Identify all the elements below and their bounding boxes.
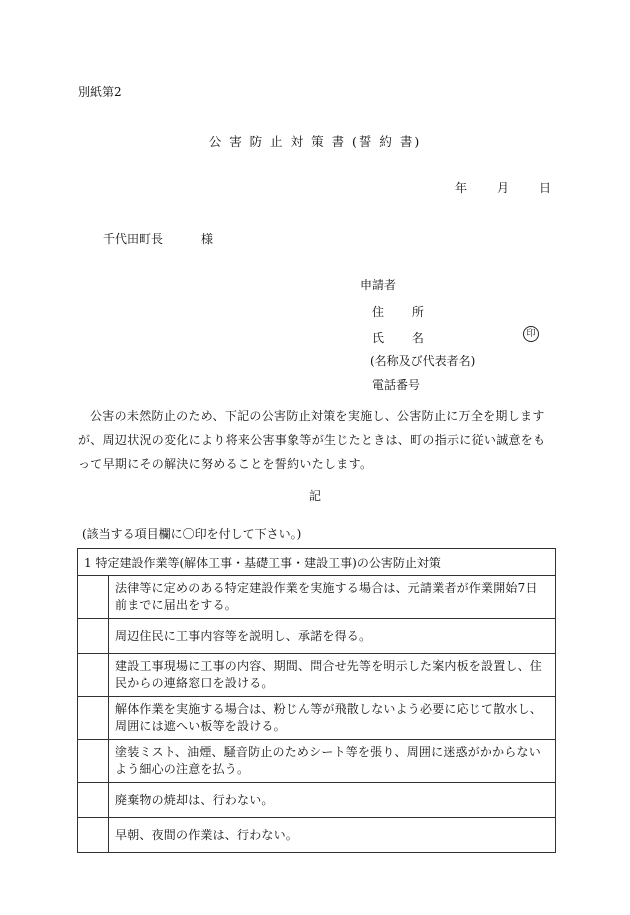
check-cell[interactable] bbox=[78, 783, 109, 818]
date-month-label: 月 bbox=[497, 181, 510, 195]
document-title: 公 害 防 止 対 策 書 (誓 約 書) bbox=[208, 134, 422, 149]
check-cell[interactable] bbox=[78, 576, 109, 619]
check-cell[interactable] bbox=[78, 740, 109, 783]
measure-row bbox=[78, 576, 556, 619]
applicant-name-label: 氏 名 bbox=[372, 331, 436, 345]
instruction-text: (該当する項目欄に〇印を付して下さい。) bbox=[82, 527, 302, 541]
check-cell[interactable] bbox=[78, 818, 109, 853]
applicant-name-note: (名称及び代表者名) bbox=[370, 354, 476, 368]
measure-row bbox=[78, 619, 556, 654]
section-title: 1 特定建設作業等(解体工事・基礎工事・建設工事)の公害防止対策 bbox=[78, 549, 556, 576]
section-header-row bbox=[78, 549, 556, 576]
measure-text: 廃棄物の焼却は、行わない。 bbox=[109, 783, 556, 818]
measure-row bbox=[78, 818, 556, 853]
measure-text: 建設工事現場に工事の内容、期間、問合せ先等を明示した案内板を設置し、住民からの連絡窓口を設ける。 bbox=[109, 654, 556, 697]
measure-text: 解体作業を実施する場合は、粉じん等が飛散しないよう必要に応じて散水し、周囲には遮へい板等を設ける。 bbox=[109, 697, 556, 740]
measure-text: 早朝、夜間の作業は、行わない。 bbox=[109, 818, 556, 853]
addressee bbox=[103, 230, 213, 247]
addressee-name: 千代田町長 bbox=[103, 232, 164, 246]
date-row bbox=[455, 179, 551, 196]
check-cell[interactable] bbox=[78, 654, 109, 697]
addressee-honorific: 様 bbox=[201, 232, 214, 246]
date-year-label: 年 bbox=[455, 181, 468, 195]
measure-row bbox=[78, 697, 556, 740]
measure-text: 周辺住民に工事内容等を説明し、承諾を得る。 bbox=[109, 619, 556, 654]
check-cell[interactable] bbox=[78, 697, 109, 740]
applicant-address-label: 住 所 bbox=[372, 305, 436, 319]
measure-row bbox=[78, 783, 556, 818]
measure-row bbox=[78, 654, 556, 697]
applicant-label: 申請者 bbox=[360, 278, 397, 292]
measure-text: 塗装ミスト、油煙、騒音防止のためシート等を張り、周囲に迷惑がかからないよう細心の注意を払う。 bbox=[109, 740, 556, 783]
pledge-paragraph: 公害の未然防止のため、下記の公害防止対策を実施し、公害防止に万全を期しますが、周辺状況の変化により将来公害事象等が生じたときは、町の指示に従い誠意をもって早期にその解決に努めることを誓約いたします。 bbox=[78, 409, 546, 471]
applicant-phone-label: 電話番号 bbox=[372, 378, 421, 392]
ki-heading: 記 bbox=[308, 489, 321, 503]
form-number: 別紙第2 bbox=[78, 85, 122, 99]
date-day-label: 日 bbox=[539, 181, 552, 195]
measure-row bbox=[78, 740, 556, 783]
measure-text: 法律等に定めのある特定建設作業を実施する場合は、元請業者が作業開始7日前までに届出をする。 bbox=[109, 576, 556, 619]
seal-mark: 印 bbox=[523, 326, 539, 342]
check-cell[interactable] bbox=[78, 619, 109, 654]
measures-table bbox=[77, 548, 556, 853]
